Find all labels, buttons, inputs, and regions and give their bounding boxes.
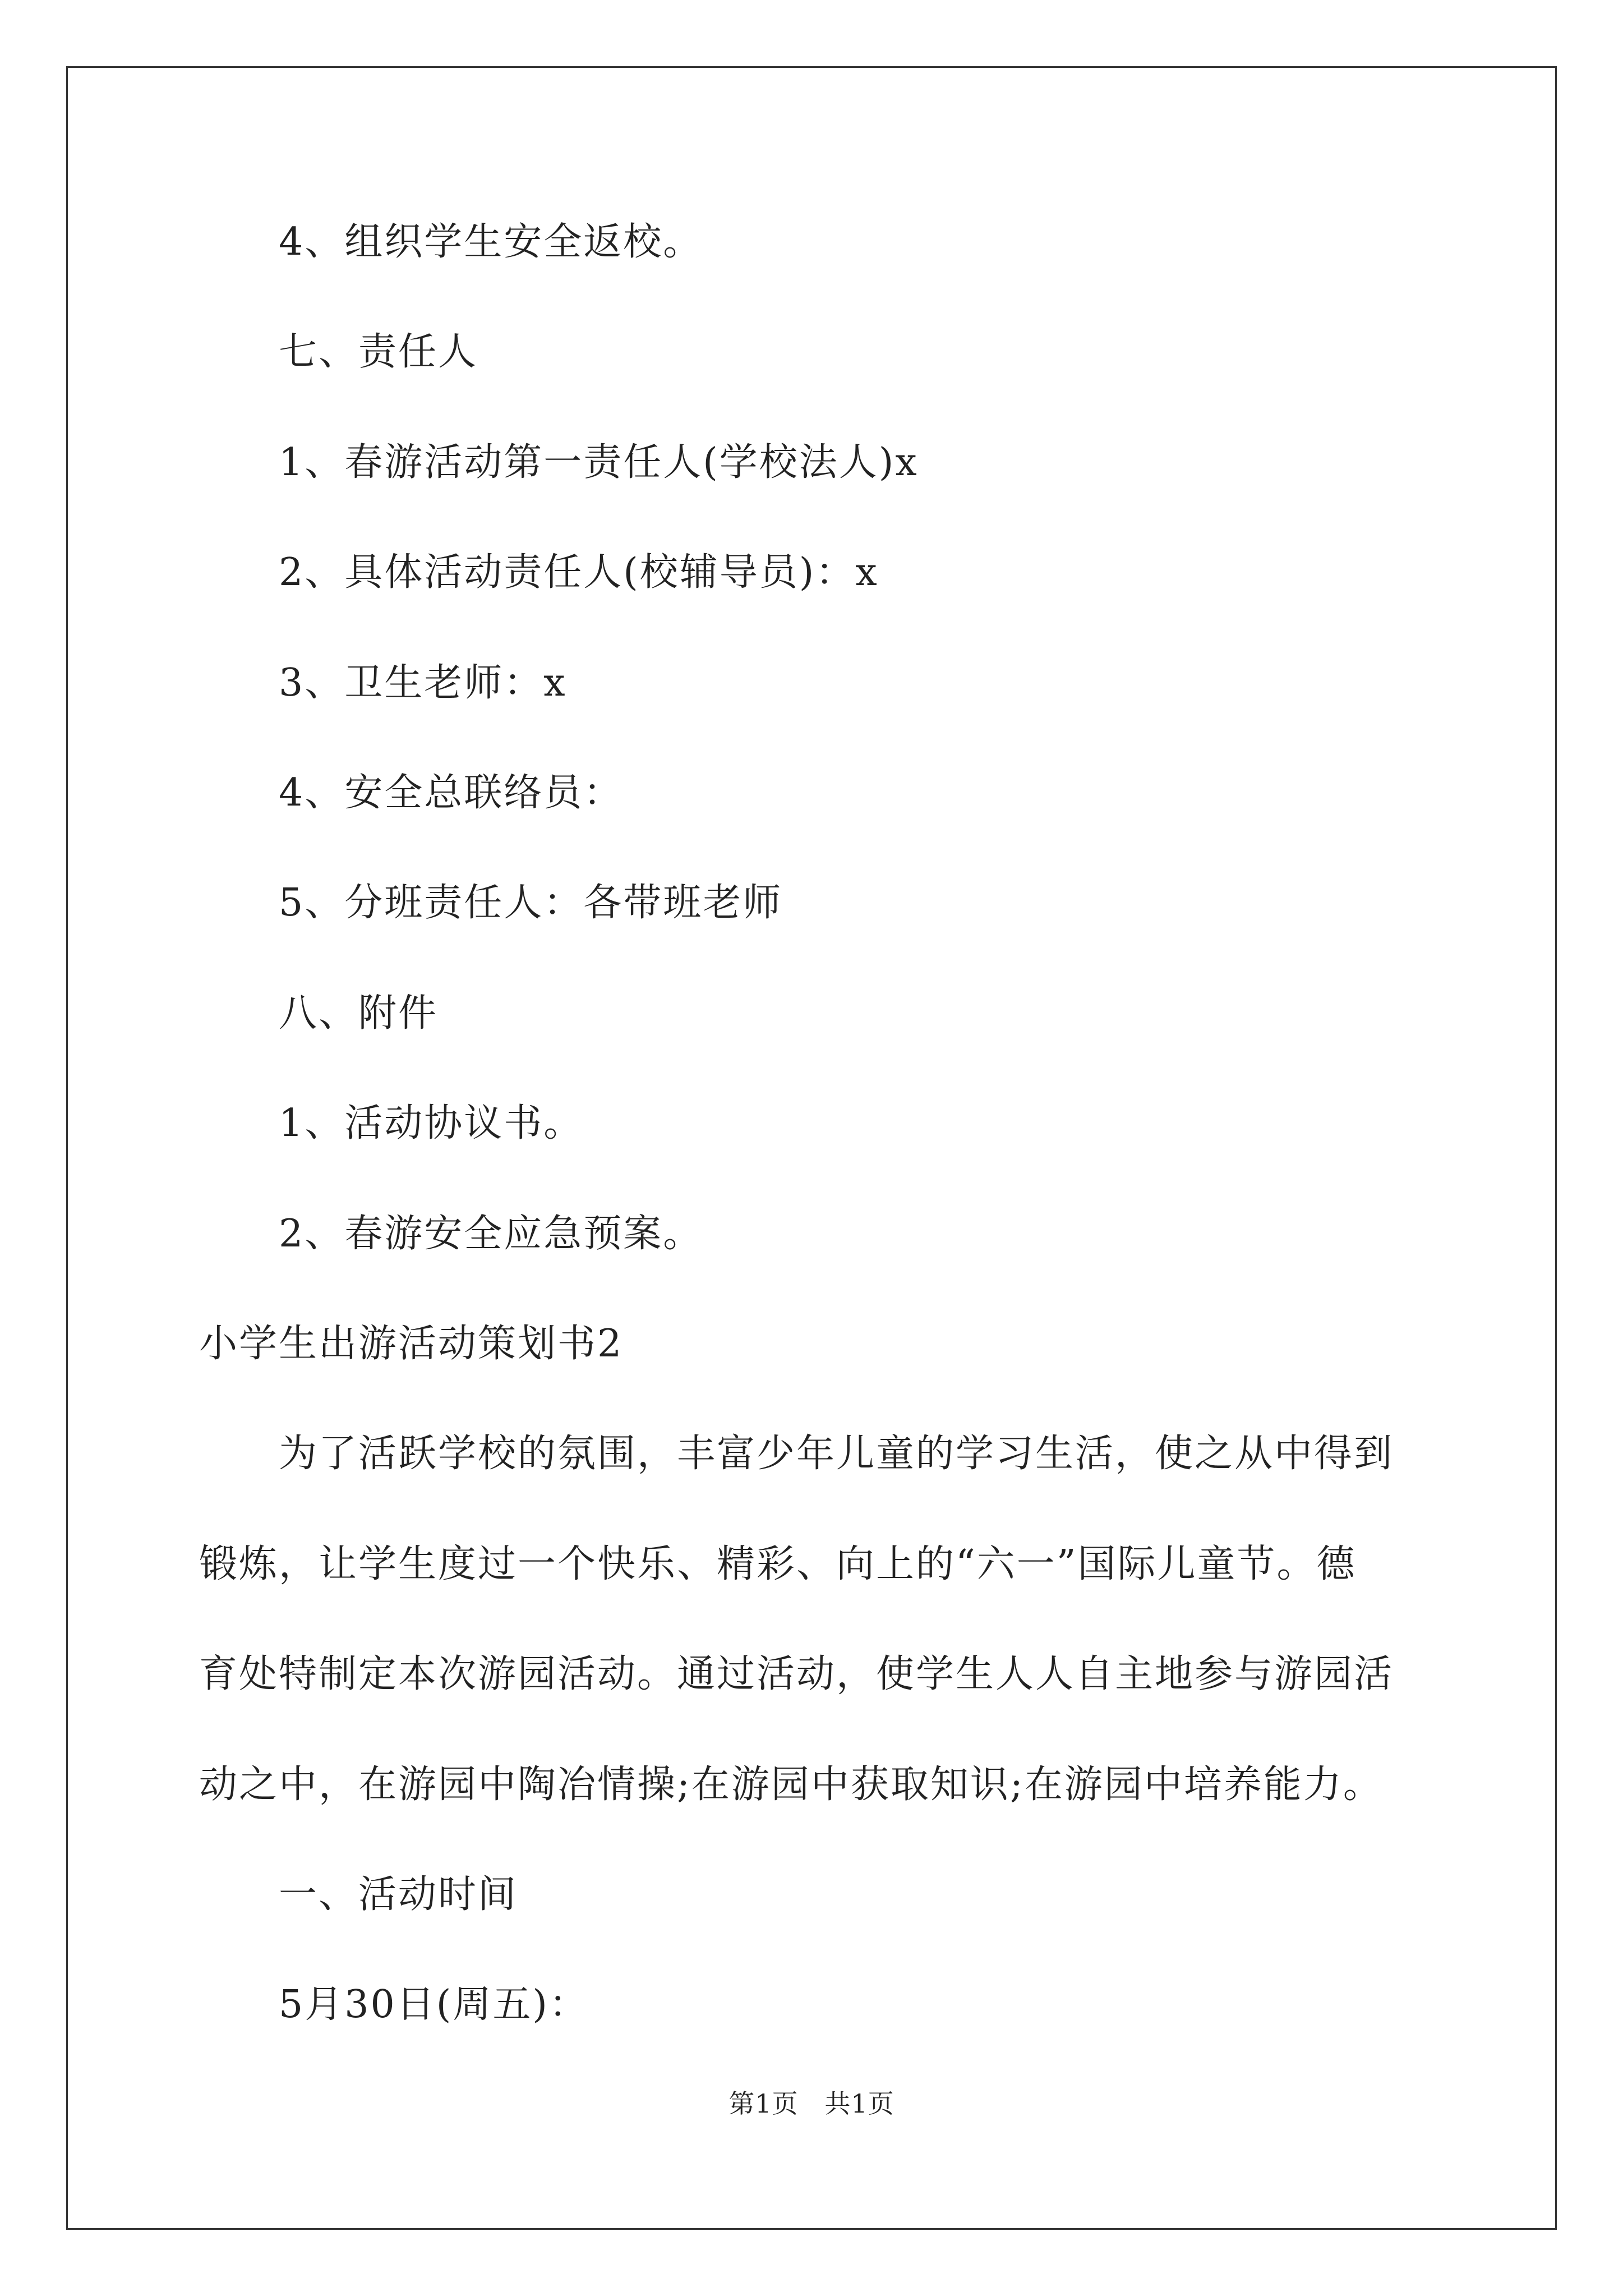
text-line: 七、责任人 — [279, 330, 478, 374]
text-line: 小学生出游活动策划书2 — [199, 1322, 624, 1366]
text-line: 1、活动协议书。 — [279, 1101, 584, 1145]
text-line: 锻炼，让学生度过一个快乐、精彩、向上的“六一”国际儿童节。德 — [199, 1542, 1357, 1586]
text-line: 2、春游安全应急预案。 — [279, 1212, 703, 1256]
text-line: 八、附件 — [279, 991, 439, 1036]
text-line: 4、组织学生安全返校。 — [279, 220, 703, 264]
text-line: 一、活动时间 — [279, 1872, 518, 1917]
text-line: 1、春游活动第一责任人(学校法人)x — [279, 440, 919, 485]
page-footer: 第1页 共1页 — [728, 2088, 895, 2119]
text-line: 5、分班责任人：各带班老师 — [279, 881, 783, 925]
text-line: 3、卫生老师：x — [279, 661, 567, 705]
text-line: 4、安全总联络员： — [279, 771, 624, 815]
text-line: 5月30日(周五)： — [279, 1982, 589, 2027]
text-line: 动之中，在游园中陶冶情操;在游园中获取知识;在游园中培养能力。 — [199, 1763, 1383, 1807]
text-line: 2、具体活动责任人(校辅导员)：x — [279, 550, 879, 595]
text-line: 育处特制定本次游园活动。通过活动，使学生人人自主地参与游园活 — [199, 1652, 1394, 1696]
text-line: 为了活跃学校的氛围，丰富少年儿童的学习生活，使之从中得到 — [279, 1432, 1394, 1476]
